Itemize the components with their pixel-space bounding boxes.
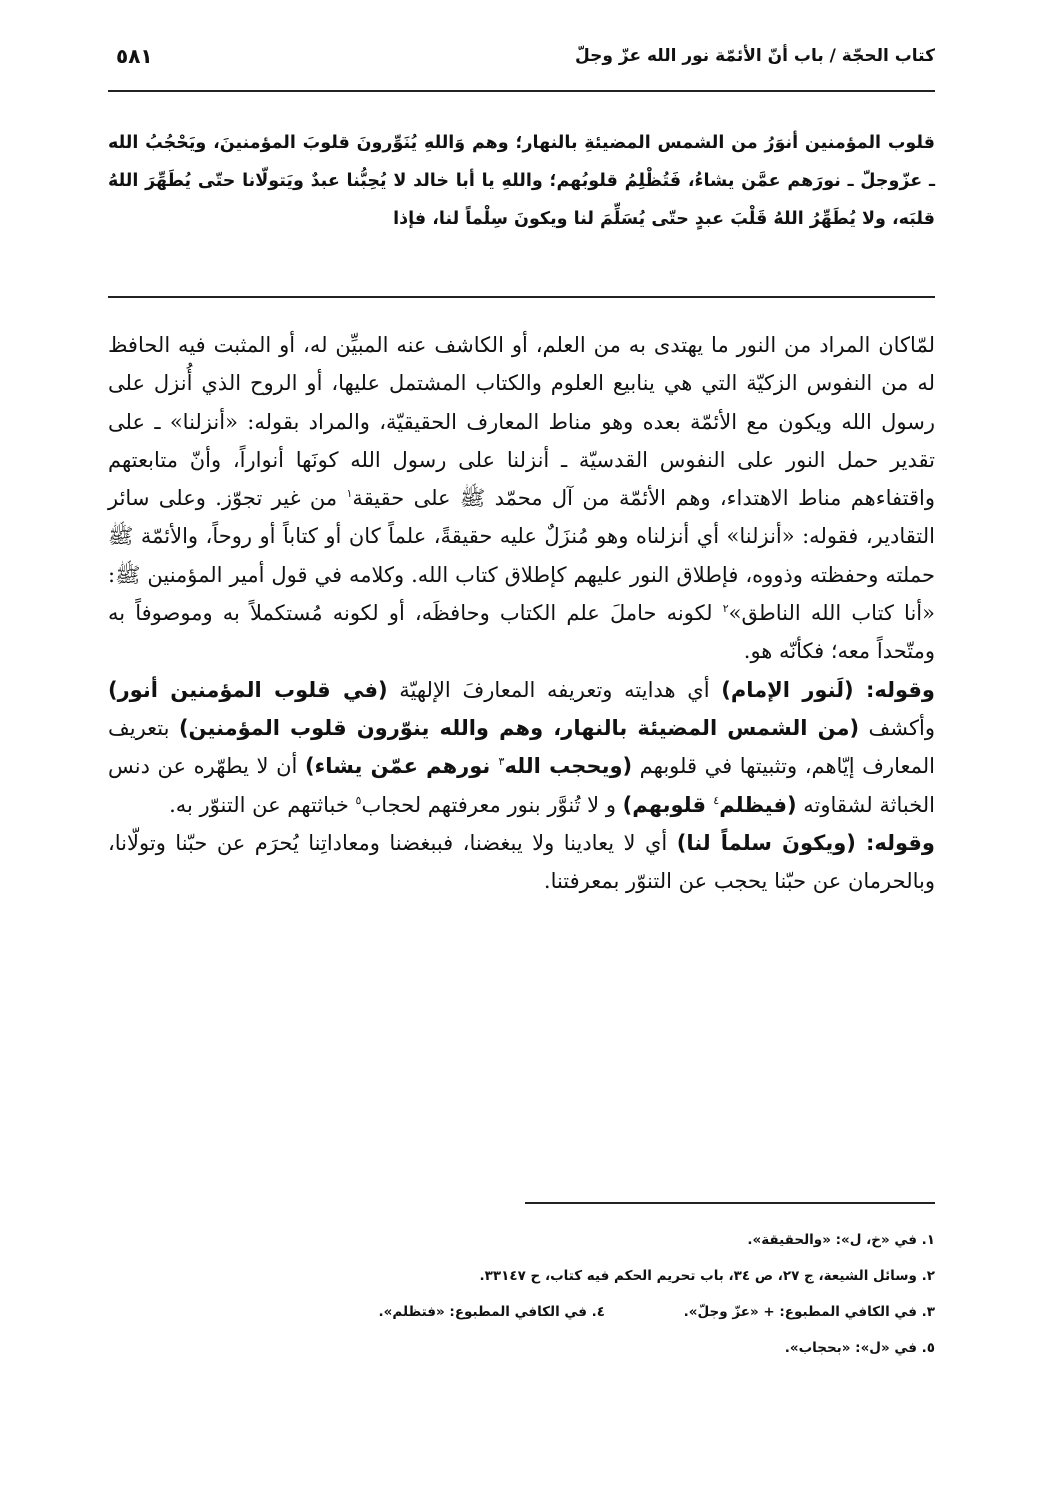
commentary-text: بتعريف المعارف إيّاهم، وتثبيتها في قلوبهم [108,715,935,779]
lemma-quote: (في قلوب المؤمنين أنور) [108,677,388,702]
commentary-text: خباثتهم عن التنوّر به. [169,792,356,817]
commentary-text: و لا تُنوَّر بنور معرفتهم لحجاب [361,792,623,817]
commentary-text: أي لا يعادينا ولا يبغضنا، فببغضنا ومعاداتِنا يُحرَم عن حبّنا وتولّانا، وبالحرمان عن حبّنا يحجب عن التنوّر بمعرفتنا. [108,830,935,894]
commentary-text: لكونه حاملَ علم الكتاب وحافظَه، أو لكونه مُستكملاً به وموصوفاً به ومتّحداً معه؛ فكأنّه هو. [108,601,935,664]
commentary-paragraph-1 [108,326,935,671]
lemma-quote: نورهم عمّن يشاء) [304,754,499,779]
commentary-paragraph-3 [108,824,935,901]
running-title: كتاب الحجّة / باب أنّ الأئمّة نور الله عزّ وجلّ [574,46,935,66]
hadith-text: قلوب المؤمنين أنوَرُ من الشمس المضيئةِ بالنهار؛ وهم وَاللهِ يُنَوِّرونَ قلوبَ المؤمنينَ، ويَحْجُبُ الله ـ عزّوجلّ ـ نورَهم عمَّن يشاءُ، فَتُظْلِمُ قلوبُهم؛ واللهِ يا أبا خالد لا يُحِبُّنا عبدٌ ويَتولّانا حتّى يُطَهِّرَ اللهُ قلبَه، ولا يُطَهِّرُ اللهُ قَلْبَ عبدٍ حتّى يُسَلِّمَ لنا ويكونَ سِلْماً لنا، فإذا [108,133,935,229]
lemma-quote: (ويحجب الله [504,754,633,779]
lemma-label: وقوله: [865,677,935,702]
lemma-quote: (لَنور الإمام) [721,677,866,702]
page-number: ٥٨١ [116,44,153,68]
header-divider [108,90,935,92]
footnote-ref[interactable]: ٢ [722,602,729,616]
hadith-divider [108,296,935,298]
footnote-4: ٤. في الكافي المطبوع: «فتظلم». [378,1304,605,1320]
page-header [108,42,935,90]
footnote-ref[interactable]: ٥ [355,793,362,807]
footnote-ref[interactable]: ٤ [713,793,720,807]
footnote-divider [525,1202,935,1204]
footnote-ref[interactable]: ٣ [498,755,505,769]
footnotes [108,1222,935,1366]
footnote-2: ٢. وسائل الشيعة، ج ٢٧، ص ٣٤، باب تحريم الحكم فيه كتاب، ح ٣٣١٤٧. [479,1268,935,1284]
footnote-3: ٣. في الكافي المطبوع: + «عزّ وجلّ». [683,1304,935,1320]
commentary-paragraph-2 [108,671,935,824]
footnote-row [108,1294,935,1330]
footnote-ref[interactable]: ١ [346,487,353,501]
lemma-label: وقوله: [866,830,935,855]
lemma-quote: (فيظلم [719,792,797,817]
commentary-text: من غير تجوّز. وعلى سائر التقادير، فقوله: «أنزلنا» أي أنزلناه وهو مُنزَلٌ عليه حقيقةً، علماً كان أو كتاباً أو روحاً، والأئمّة ﷺ حملته وحفظته وذووه، فإطلاق النور عليهم كإطلاق كتاب الله. وكلامه في قول أمير المؤمنين ﷺ: «أنا كتاب الله الناطق» [108,486,935,626]
lemma-quote: (ويكونَ سلماً لنا) [676,830,866,855]
footnote-1: ١. في «خ، ل»: «والحقيقة». [747,1232,935,1248]
commentary [108,326,935,900]
lemma-quote: (من الشمس المضيئة بالنهار، وهم والله ينوّرون قلوب المؤمنين) [178,715,860,740]
commentary-text: أن لا يطهّره عن دنس الخباثة لشقاوته [108,754,935,817]
commentary-text: لمّاكان المراد من النور ما يهتدى به من العلم، أو الكاشف عنه المبيِّن له، أو المثبت فيه الحافظ له من النفوس الزكيّة التي هي ينابيع العلوم والكتاب المشتمل عليها، أو الروح الذي أُنزل على رسول الله ويكون مع الأئمّة بعده وهو مناط المعارف الحقيقيّة، والمراد بقوله: «أنزلنا» ـ على تقدير حمل النور على النفوس القدسيّة ـ أنزلنا على رسول الله كونَها أنواراً، وأنّ متابعتهم واقتفاءهم مناط الاهتداء، وهم الأئمّة من آل محمّد ﷺ على حقيقة [108,333,935,511]
footnote-5: ٥. في «ل»: «بحجاب». [784,1340,935,1356]
commentary-text: وأكشف [859,715,935,740]
lemma-quote: قلوبهم) [622,792,714,817]
commentary-text: أي هدايته وتعريفه المعارفَ الإلهيّة [387,677,722,702]
